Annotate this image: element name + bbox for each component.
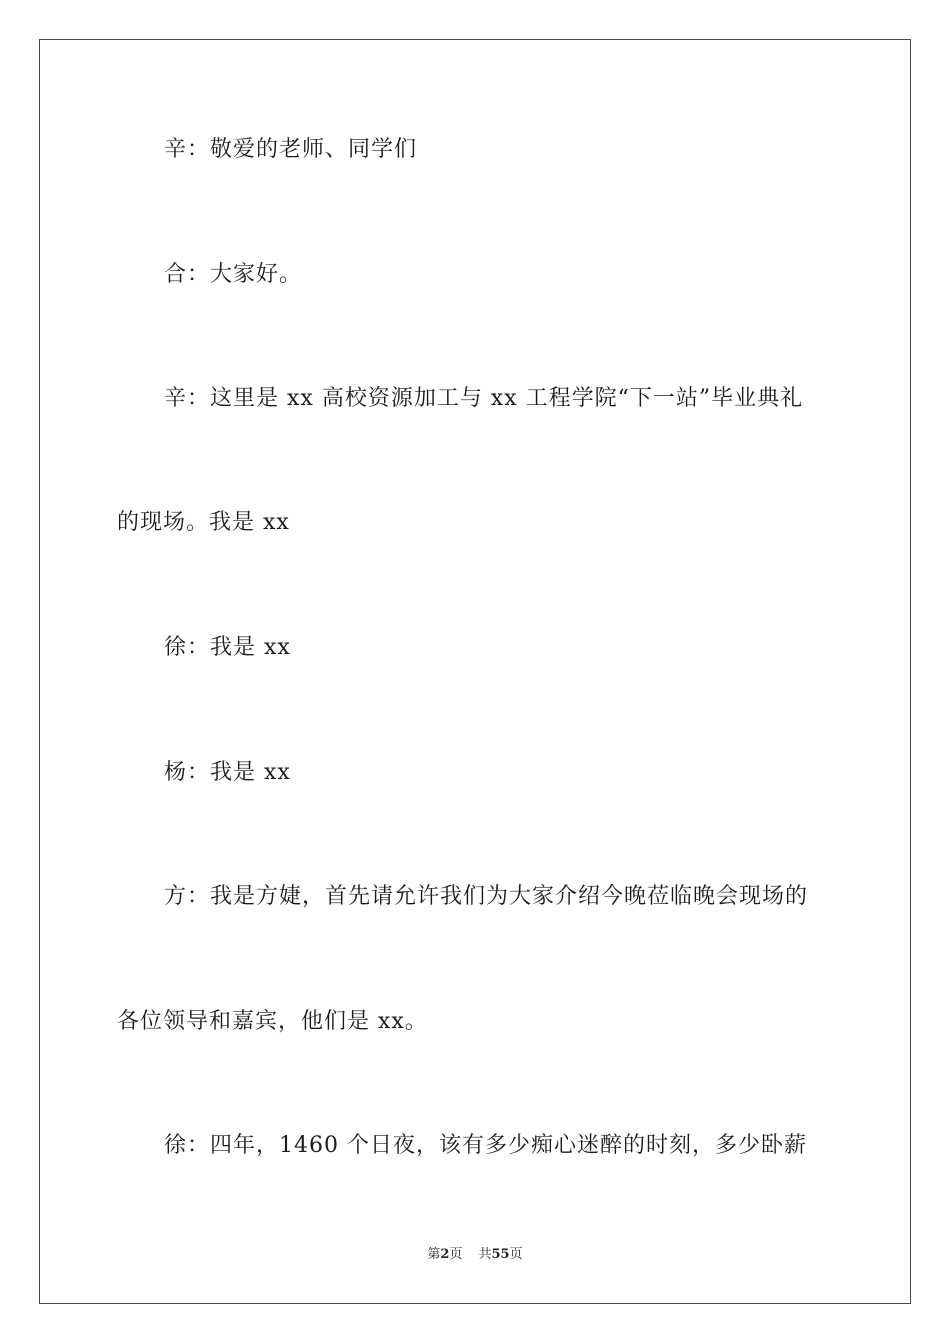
paragraph-text: 大家好。	[210, 262, 303, 287]
paragraph-3-continuation	[117, 508, 837, 538]
page-border	[39, 39, 911, 1304]
paragraph-text: 四年，1460 个日夜，该有多少痴心迷醉的时刻，多少卧薪	[210, 1133, 807, 1158]
paragraph-6-continuation	[117, 1007, 837, 1037]
paragraph-text: 各位领导和嘉宾，他们是 xx。	[117, 1009, 428, 1034]
paragraph-6	[164, 882, 884, 912]
paragraph-5	[164, 758, 884, 788]
page-suffix: 页	[449, 1247, 463, 1262]
total-pages: 55	[491, 1247, 510, 1262]
page-footer	[0, 1246, 950, 1264]
paragraph-3	[164, 384, 884, 414]
total-prefix: 共	[478, 1247, 492, 1262]
speaker-label: 辛：	[164, 137, 211, 162]
paragraph-text: 敬爱的老师、同学们	[210, 137, 418, 162]
speaker-label: 辛：	[164, 386, 211, 411]
paragraph-7	[164, 1131, 884, 1161]
speaker-label: 方：	[164, 884, 211, 909]
paragraph-text: 我是方婕，首先请允许我们为大家介绍今晚莅临晚会现场的	[210, 884, 809, 909]
paragraph-4	[164, 633, 884, 663]
total-suffix: 页	[509, 1247, 523, 1262]
speaker-label: 徐：	[164, 635, 211, 660]
speaker-label: 杨：	[164, 760, 211, 785]
paragraph-1	[164, 135, 884, 165]
speaker-label: 徐：	[164, 1133, 211, 1158]
paragraph-text: 这里是 xx 高校资源加工与 xx 工程学院“下一站”毕业典礼	[210, 386, 804, 411]
paragraph-text: 的现场。我是 xx	[117, 510, 290, 535]
speaker-label: 合：	[164, 262, 211, 287]
paragraph-text: 我是 xx	[210, 635, 291, 660]
paragraph-text: 我是 xx	[210, 760, 291, 785]
page-number: 2	[440, 1247, 450, 1262]
paragraph-2	[164, 260, 884, 290]
page-prefix: 第	[427, 1247, 441, 1262]
